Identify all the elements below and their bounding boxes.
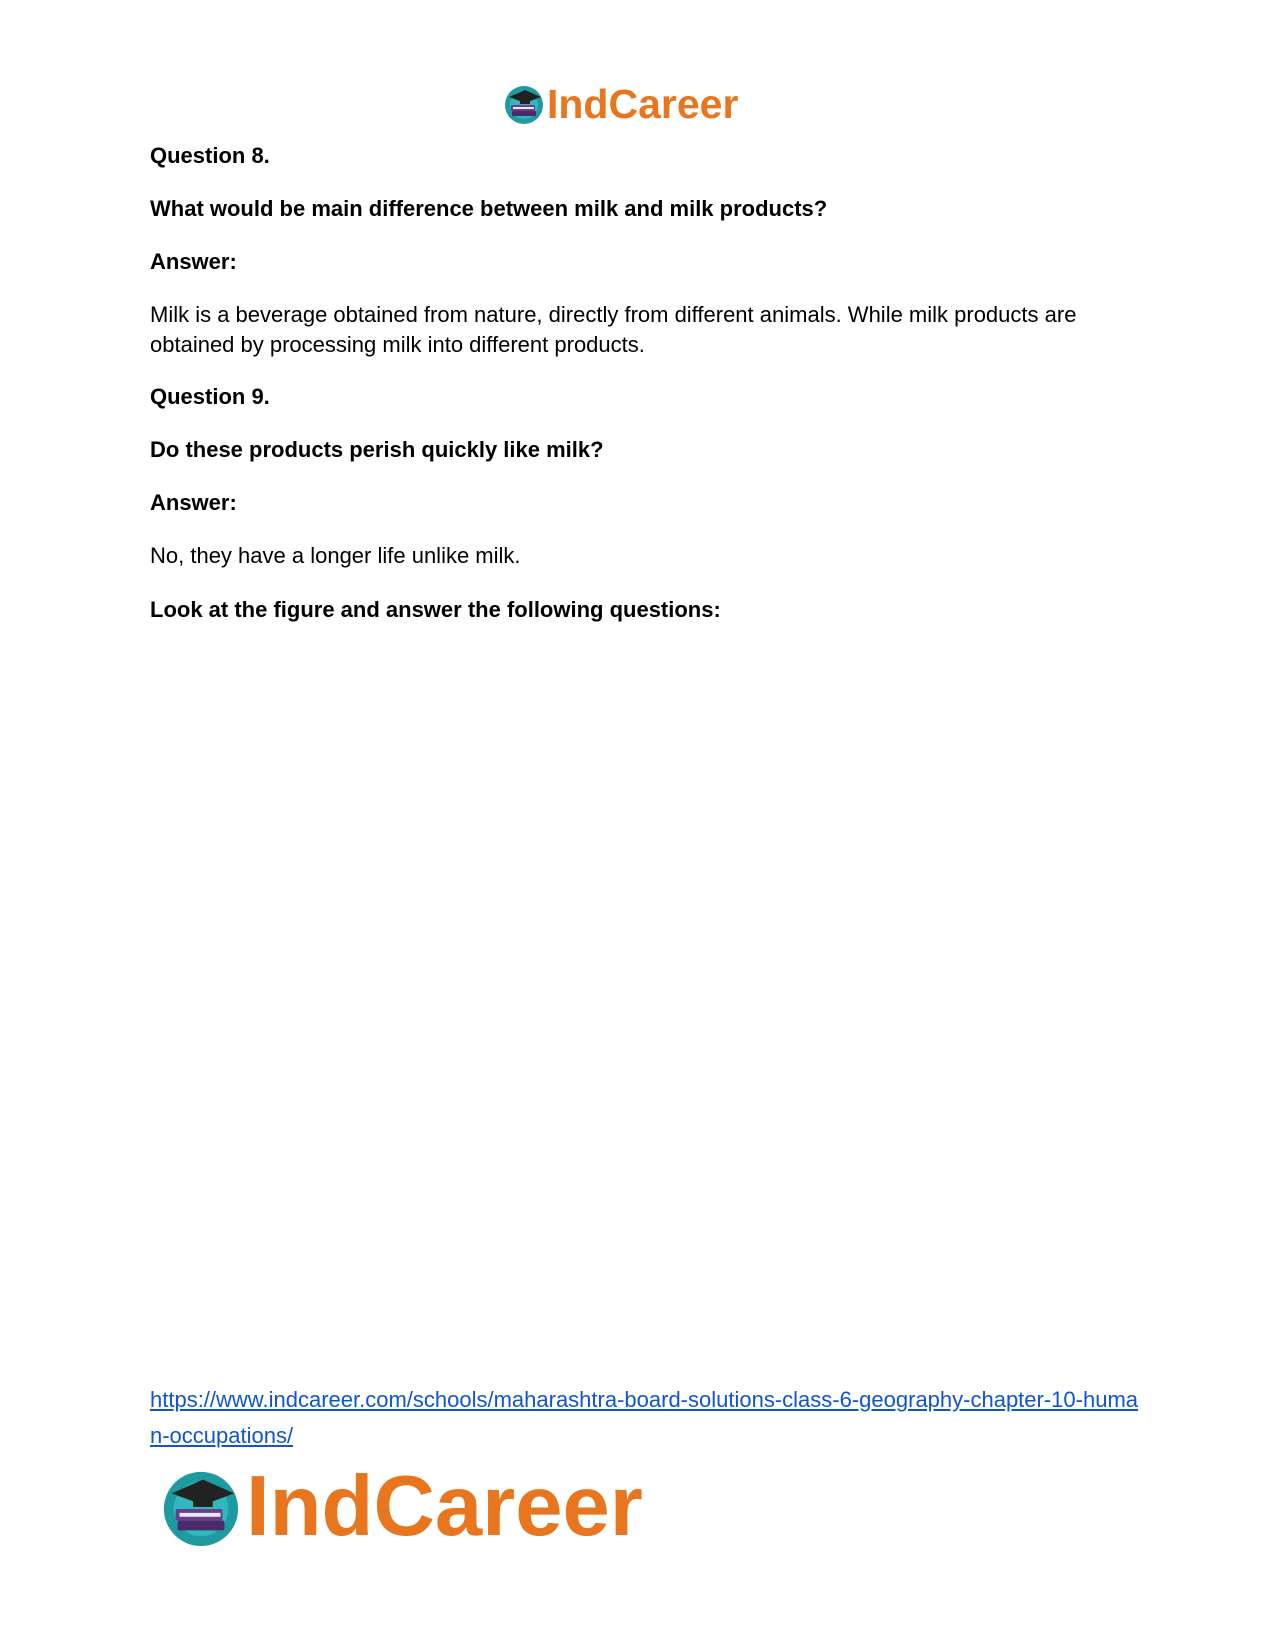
- answer-8-label: Answer:: [150, 249, 237, 274]
- graduation-book-globe-icon: [503, 83, 545, 125]
- question-9-text: Do these products perish quickly like milk?: [150, 437, 604, 462]
- logo-text: IndCareer: [547, 80, 739, 127]
- question-8-text: What would be main difference between milk and milk products?: [150, 196, 828, 221]
- source-link[interactable]: https://www.indcareer.com/schools/maharashtra-board-solutions-class-6-geography-chapter-10-human-occupations/: [150, 1387, 1139, 1448]
- graduation-book-globe-icon: [160, 1466, 242, 1548]
- question-9-label: Question 9.: [150, 384, 270, 409]
- question-8-label: Question 8.: [150, 143, 270, 168]
- answer-9-label: Answer:: [150, 490, 237, 515]
- logo-text: IndCareer: [246, 1459, 643, 1554]
- footer-logo: [160, 1459, 643, 1554]
- answer-8-text: Milk is a beverage obtained from nature, directly from different animals. While milk products are obtained by processing milk into different products.: [150, 302, 1077, 357]
- figure-prompt: Look at the figure and answer the following questions:: [150, 597, 721, 622]
- answer-9-text: No, they have a longer life unlike milk.: [150, 543, 521, 568]
- header-logo: [503, 80, 738, 128]
